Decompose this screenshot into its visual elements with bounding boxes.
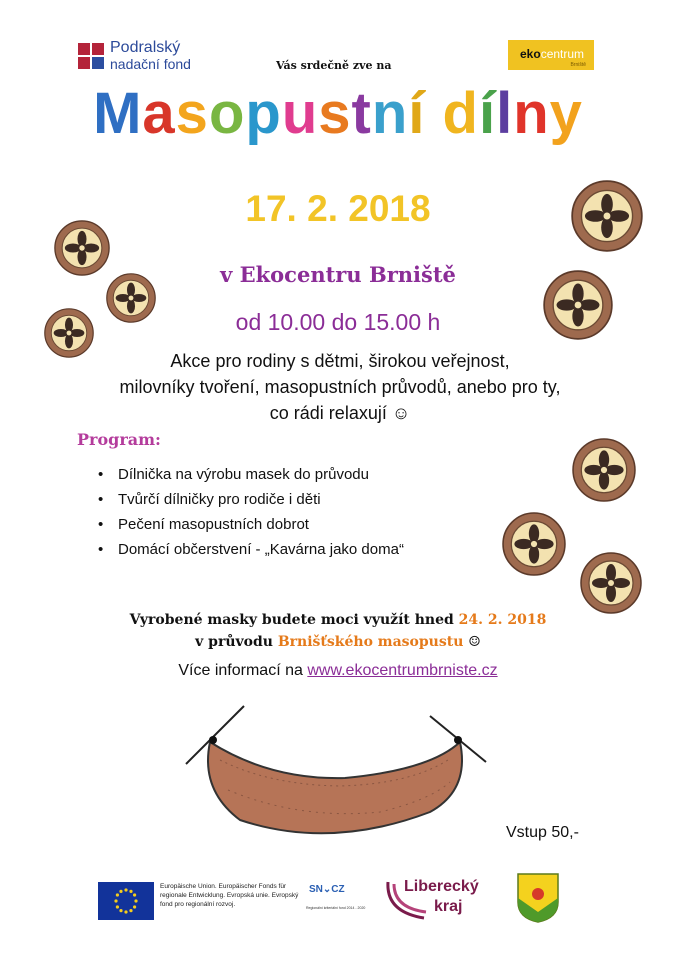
invite-text: Vás srdečně zve na [276, 59, 392, 72]
pancake-icon [502, 512, 566, 576]
podralsky-logo [78, 40, 191, 72]
event-place: v Ekocentru Brniště [220, 262, 456, 287]
program-list [98, 462, 404, 562]
page-title [0, 80, 676, 147]
ekocentrum-logo-centrum: centrum [540, 47, 585, 61]
eu-flag-icon [98, 882, 154, 920]
crest-icon [514, 872, 562, 924]
liberecky-kraj-word1: Liberecký [404, 878, 479, 895]
ekocentrum-logo [508, 40, 594, 70]
program-item: • Domácí občerstvení - „Kavárna jako doma“ [98, 537, 404, 562]
entry-fee: Vstup 50,- [506, 824, 579, 841]
pancake-icon [543, 270, 613, 340]
masks-note [0, 609, 676, 653]
parade-date: 24. 2. 2018 [458, 612, 547, 628]
title-letter: s [318, 81, 352, 146]
pancake-icon [44, 308, 94, 358]
event-time: od 10.00 do 15.00 h [235, 309, 441, 335]
title-letter: y [549, 81, 583, 146]
sncz-logo-text: SN⌄CZ [309, 884, 345, 895]
intro-line: co rádi relaxují ☺ [269, 403, 411, 423]
title-letter: n [371, 81, 409, 146]
program-heading: Program: [77, 430, 161, 449]
intro-line: Akce pro rodiny s dětmi, širokou veřejnost, [170, 351, 510, 371]
program-item: • Dílnička na výrobu masek do průvodu [98, 462, 404, 487]
title-letter: o [208, 81, 246, 146]
more-info [0, 662, 676, 680]
title-letter: í [478, 81, 497, 146]
title-letter: l [496, 81, 514, 146]
title-letter: d [442, 81, 479, 146]
sncz-logo [303, 884, 366, 922]
note-text: v průvodu [195, 634, 278, 650]
smiley-text: ☺ [463, 634, 481, 650]
title-letter: u [281, 81, 319, 146]
pancake-icon [54, 220, 110, 276]
more-info-label: Více informací na [178, 662, 308, 679]
ekocentrum-logo-eko: eko [520, 47, 541, 61]
title-letter: t [351, 81, 372, 146]
title-letter: p [245, 81, 282, 146]
podralsky-squares-icon [78, 43, 104, 69]
program-item: • Tvůrčí dílničky pro rodiče i děti [98, 487, 404, 512]
liberecky-kraj-logo [384, 878, 484, 922]
note-text: Vyrobené masky budete moci využít hned [129, 612, 459, 628]
ekocentrum-logo-place: Brniště [570, 62, 586, 68]
pancake-icon [106, 273, 156, 323]
event-date: 17. 2. 2018 [245, 188, 431, 229]
title-letter: n [513, 81, 550, 146]
parade-name: Brnišťského masopustu [277, 634, 464, 650]
title-letter: M [93, 81, 143, 146]
website-link[interactable]: www.ekocentrumbrniste.cz [307, 662, 498, 679]
liberecky-kraj-word2: kraj [434, 898, 463, 915]
title-letter [425, 80, 442, 147]
pancake-icon [571, 180, 643, 252]
pancake-icon [580, 552, 642, 614]
title-letter: í [408, 81, 426, 146]
sausage-icon [180, 700, 490, 840]
podralsky-subtitle: nadační fond [110, 56, 191, 72]
sncz-logo-subtext: Regionální kriteriální fond 2014 - 2020 [306, 906, 366, 910]
program-item: • Pečení masopustních dobrot [98, 512, 404, 537]
podralsky-name: Podralský [110, 39, 181, 56]
title-letter: a [142, 81, 176, 146]
intro-text [60, 348, 620, 426]
title-letter: s [175, 81, 209, 146]
eu-text: Europäische Union. Europäischer Fonds für regionale Entwicklung. Evropská unie. Evropský fond pro regionální rozvoj. [160, 883, 299, 908]
intro-line: milovníky tvoření, masopustních průvodů, anebo pro ty, [119, 377, 561, 397]
pancake-icon [572, 438, 636, 502]
